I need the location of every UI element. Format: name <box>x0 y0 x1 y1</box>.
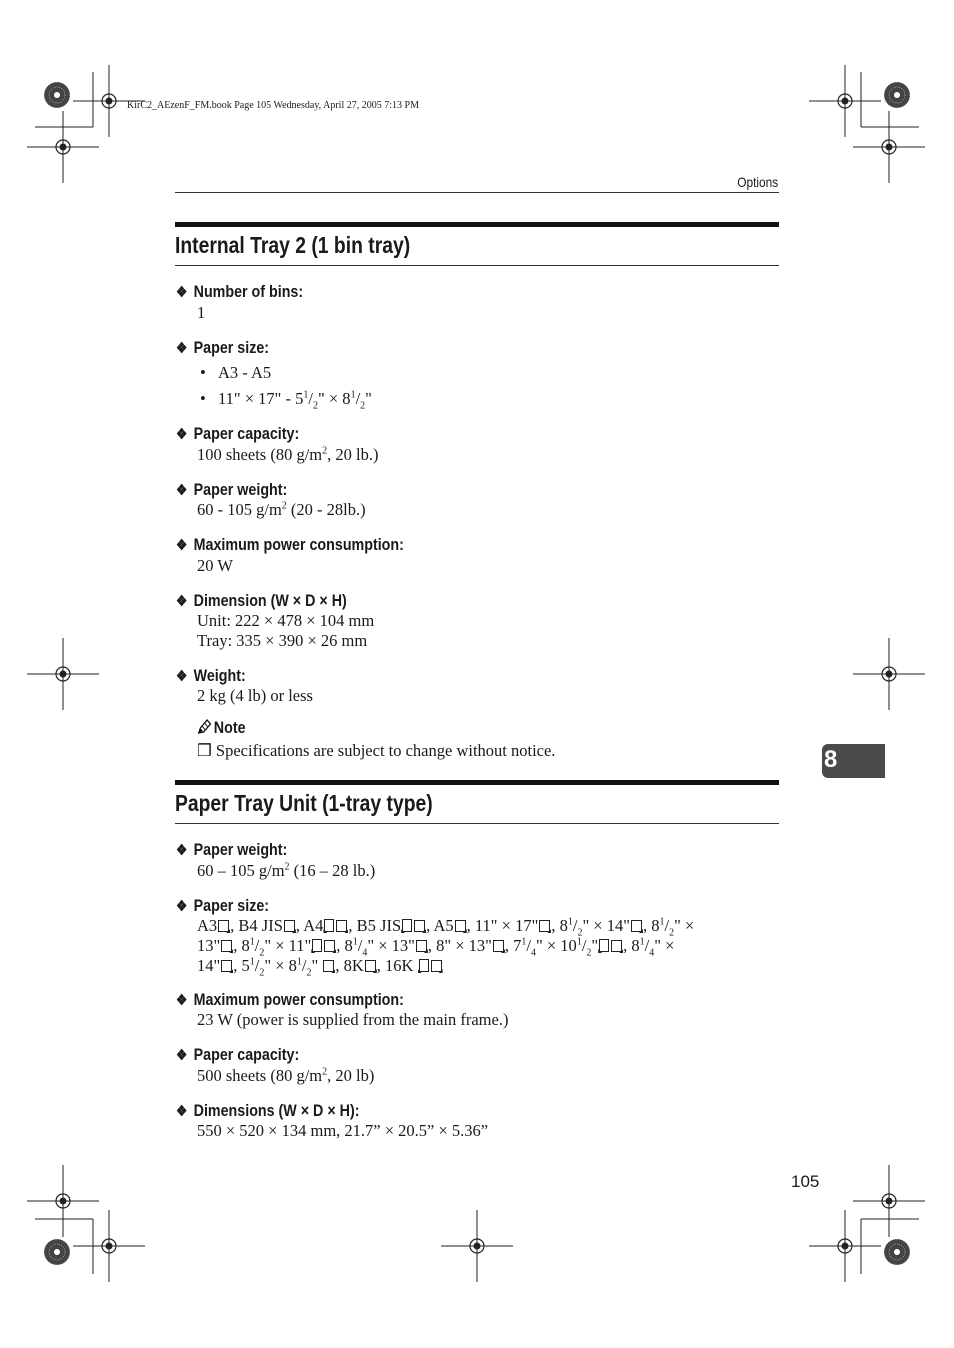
landscape-icon <box>323 960 334 972</box>
value-paper-capacity: 500 sheets (80 $g/m^2$, 20 lb) <box>197 1066 375 1085</box>
diamond-icon: ❖ <box>176 426 188 443</box>
landscape-icon <box>455 920 466 932</box>
landscape-icon <box>221 960 232 972</box>
section-rule-top <box>175 780 779 785</box>
section-heading-internal-tray: Internal Tray 2 (1 bin tray) <box>175 232 411 258</box>
label-weight: ❖ Weight: <box>176 666 246 685</box>
label-dimensions: ❖ Dimensions (W × D × H): <box>176 1101 360 1120</box>
label-paper-size: ❖ Paper size: <box>176 338 270 357</box>
section-rule-top <box>175 222 779 227</box>
value-number-of-bins: 1 <box>197 303 206 322</box>
landscape-icon <box>218 920 229 932</box>
portrait-icon <box>324 919 334 932</box>
landscape-icon <box>539 920 550 932</box>
value-max-power: 20 W <box>197 556 233 575</box>
label-dimension: ❖ Dimension (W × D × H) <box>176 591 347 610</box>
running-title: Options <box>736 174 778 190</box>
landscape-icon <box>365 960 376 972</box>
landscape-icon <box>431 960 442 972</box>
bullet-icon: • <box>200 363 206 382</box>
landscape-icon <box>416 940 427 952</box>
section-rule-bottom <box>175 823 779 824</box>
portrait-icon <box>402 919 412 932</box>
label-number-of-bins: ❖ Number of bins: <box>176 282 304 301</box>
note-heading: Note <box>197 718 246 738</box>
landscape-icon <box>284 920 295 932</box>
diamond-icon: ❖ <box>176 842 188 859</box>
checkbox-icon: ❒ <box>197 741 212 760</box>
diamond-icon: ❖ <box>176 898 188 915</box>
value-dimension-unit: Unit: 222 × 478 × 104 mm <box>197 611 375 630</box>
landscape-icon <box>493 940 504 952</box>
value-paper-weight: 60 - 105 $g/m^2$ (20 - 28lb.) <box>197 500 366 519</box>
value-max-power: 23 W (power is supplied from the main frame.) <box>197 1010 509 1029</box>
label-paper-size: ❖ Paper size: <box>176 896 270 915</box>
value-paper-capacity: 100 sheets (80 $g/m^2$, 20 lb.) <box>197 445 379 464</box>
value-weight: 2 kg (4 lb) or less <box>197 686 313 705</box>
portrait-icon <box>419 959 429 972</box>
label-paper-weight: ❖ Paper weight: <box>176 480 288 499</box>
label-paper-capacity: ❖ Paper capacity: <box>176 1045 300 1064</box>
landscape-icon <box>414 920 425 932</box>
list-item: • 11" × 17" - $5^1/_2$" × $8^1/_2$" <box>200 389 372 412</box>
note-item: ❒ Specifications are subject to change without notice. <box>197 741 556 760</box>
label-max-power: ❖ Maximum power consumption: <box>176 535 404 554</box>
pencil-icon <box>197 719 214 735</box>
diamond-icon: ❖ <box>176 482 188 499</box>
landscape-icon <box>221 940 232 952</box>
landscape-icon <box>336 920 347 932</box>
portrait-icon <box>599 939 609 952</box>
label-paper-capacity: ❖ Paper capacity: <box>176 424 300 443</box>
diamond-icon: ❖ <box>176 1047 188 1064</box>
page-number: 105 <box>791 1172 820 1191</box>
paper-size-line-3: 14" , $5^1/_2$" × $8^1/_2$" , 8K , 16K <box>197 956 782 976</box>
diamond-icon: ❖ <box>176 593 188 610</box>
paper-size-line-2: 13" , $8^1/_2$" × 11" , $8^1/_4$" × 13" , 8" × 13" , $7^1/_4$" × $10^1/_2$" , $8^1/_4$" × <box>197 936 675 959</box>
chapter-tab[interactable]: 8 <box>822 744 885 778</box>
value-dimension-tray: Tray: 335 × 390 × 26 mm <box>197 631 368 650</box>
label-max-power: ❖ Maximum power consumption: <box>176 990 404 1009</box>
paper-size-line-1: A3 , B4 JIS , A4 , B5 JIS , A5 , 11" × 17" , $8^1/_2$" × 14" , $8^1/_2$" × <box>197 916 695 939</box>
diamond-icon: ❖ <box>176 1103 188 1120</box>
landscape-icon <box>611 940 622 952</box>
diamond-icon: ❖ <box>176 284 188 301</box>
landscape-icon <box>324 940 335 952</box>
file-info: KirC2_AEzenF_FM.book Page 105 Wednesday, April 27, 2005 7:13 PM <box>127 100 419 111</box>
value-dimensions: 550 × 520 × 134 mm, 21.7” × 20.5” × 5.36” <box>197 1121 489 1140</box>
portrait-icon <box>312 939 322 952</box>
diamond-icon: ❖ <box>176 537 188 554</box>
list-item: • A3 - A5 <box>200 363 272 382</box>
landscape-icon <box>631 920 642 932</box>
header-rule <box>175 192 779 193</box>
label-paper-weight: ❖ Paper weight: <box>176 840 288 859</box>
diamond-icon: ❖ <box>176 668 188 685</box>
section-rule-bottom <box>175 265 779 266</box>
diamond-icon: ❖ <box>176 340 188 357</box>
diamond-icon: ❖ <box>176 992 188 1009</box>
bullet-icon: • <box>200 389 206 408</box>
value-paper-weight: 60 – 105 $g/m^2$ (16 – 28 lb.) <box>197 861 376 880</box>
section-heading-paper-tray-unit: Paper Tray Unit (1-tray type) <box>175 790 433 816</box>
